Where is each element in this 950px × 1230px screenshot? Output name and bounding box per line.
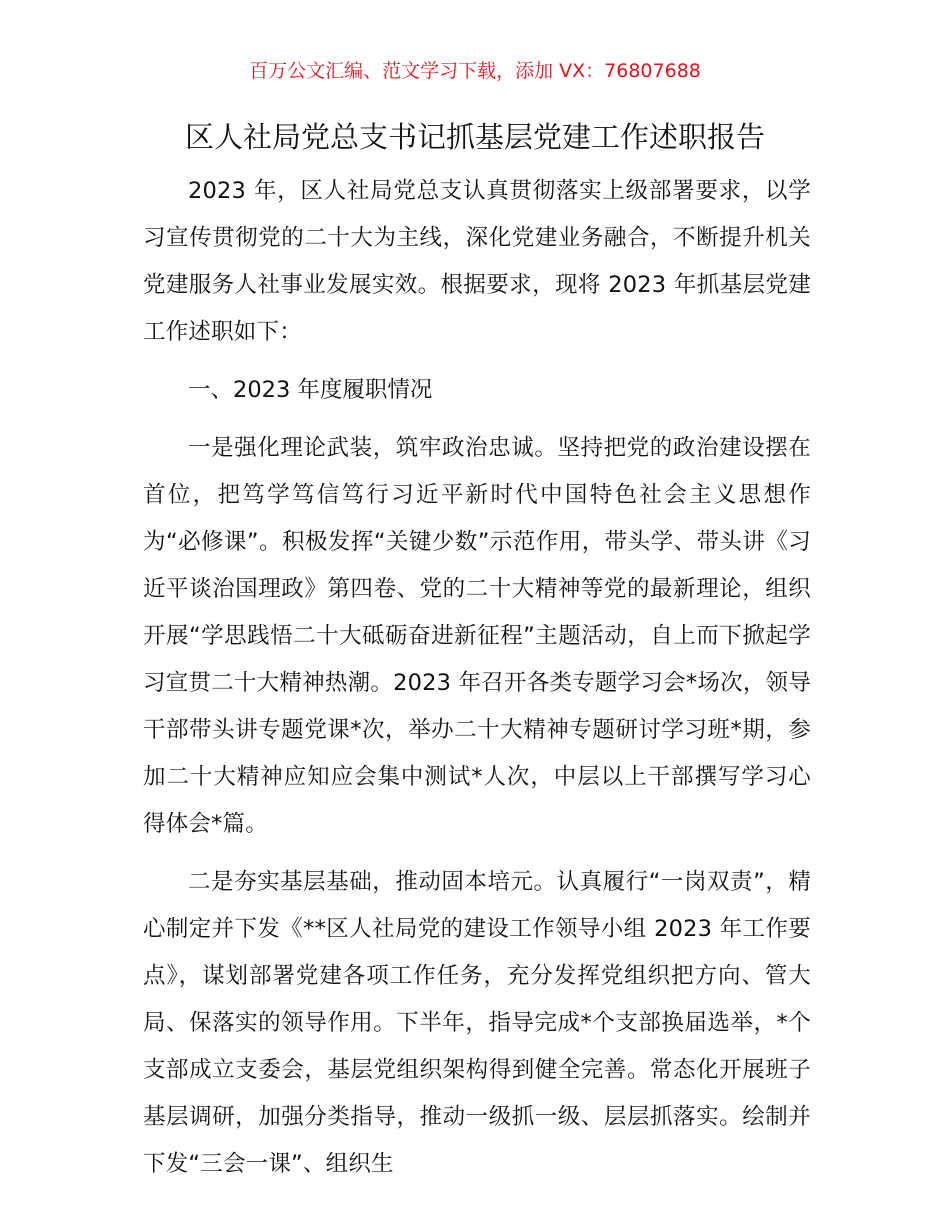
paragraph-spacer [143,848,811,859]
header-watermark-note: 百万公文汇编、范文学习下载，添加 VX：76807688 [249,60,701,82]
document-title: 区人社局党总支书记抓基层党建工作述职报告 [184,120,765,154]
paragraph-theory: 一是强化理论武装，筑牢政治忠诚。坚持把党的政治建设摆在首位，把笃学笃信笃行习近平新时代中国特色社会主义思想作为“必修课”。积极发挥“关键少数”示范作用，带头学、带头讲《习近平谈治国理政》第四卷、党的二十大精神等党的最新理论，组织开展“学思践悟二十大砥砺奋进新征程”主题活动，自上而下掀起学习宣贯二十大精神热潮。2023 年召开各类专题学习会*场次，领导干部带头讲专题党课*次，举办二十大精神专题研讨学习班*期，参加二十大精神应知应会集中测试*人次，中层以上干部撰写学习心得体会*篇。 [143,435,811,837]
section-heading: 一、2023 年度履职情况 [188,377,433,403]
paragraph-foundation: 二是夯实基层基础，推动固本培元。认真履行“一岗双责”，精心制定并下发《**区人社局党的建设工作领导小组 2023 年工作要点》，谋划部署党建各项工作任务，充分发挥党组织把方向、管大局、保落实的领导作用。下半年，指导完成*个支部换届选举，*个支部成立支委会，基层党组织架构得到健全完善。常态化开展班子基层调研，加强分类指导，推动一级抓一级、层层抓落实。绘制并下发“三会一课”、组织生 [143,869,811,1177]
paragraph-spacer [143,414,811,425]
paragraph-spacer [143,356,811,367]
document-body [143,168,811,1188]
intro-paragraph: 2023 年，区人社局党总支认真贯彻落实上级部署要求，以学习宣传贯彻党的二十大为主线，深化党建业务融合，不断提升机关党建服务人社事业发展实效。根据要求，现将 2023 年抓基层党建工作述职如下： [143,178,811,345]
